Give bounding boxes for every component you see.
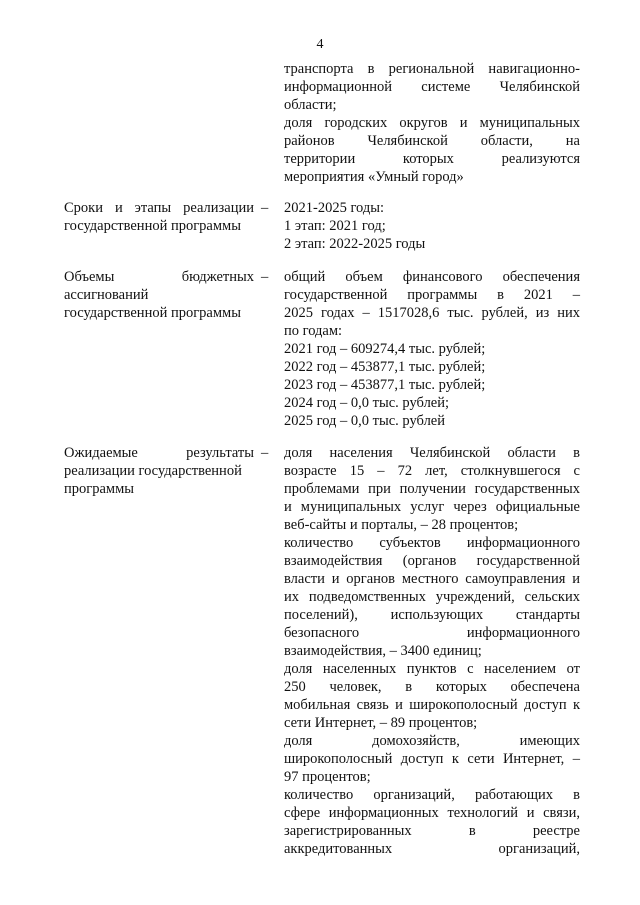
text-line: территории которых реализуются — [284, 151, 580, 167]
text-line: общий объем финансового обеспечения — [284, 269, 580, 285]
text-line: широкополосный доступ к сети Интернет, – — [284, 751, 580, 767]
separator-dash: – — [261, 200, 269, 216]
section-content — [284, 199, 580, 253]
text-line: доля домохозяйств, имеющих — [284, 733, 580, 749]
label-line: программы — [64, 481, 134, 497]
label-line: государственной программы — [64, 305, 241, 321]
text-line: взаимодействия, – 3400 единиц; — [284, 643, 482, 659]
label-line: государственной программы — [64, 218, 241, 234]
continuation-content — [284, 60, 580, 186]
text-line: безопасного информационного — [284, 625, 580, 641]
label-line: Объемы бюджетных — [64, 269, 254, 285]
text-line: количество организаций, работающих в — [284, 787, 580, 803]
text-line: по годам: — [284, 323, 343, 339]
text-line: веб-сайты и порталы, – 28 процентов; — [284, 517, 519, 533]
text-line: мероприятия «Умный город» — [284, 169, 464, 185]
text-line: 2021 год – 609274,4 тыс. рублей; — [284, 341, 486, 357]
separator-dash: – — [261, 445, 269, 461]
text-line: области; — [284, 97, 337, 113]
text-line: зарегистрированных в реестре — [284, 823, 580, 839]
text-line: количество субъектов информационного — [284, 535, 580, 551]
text-line: 2023 год – 453877,1 тыс. рублей; — [284, 377, 486, 393]
text-line: районов Челябинской области, на — [284, 133, 580, 149]
text-line: сфере информационных технологий и связи, — [284, 805, 580, 821]
text-line: 250 человек, в которых обеспечена — [284, 679, 580, 695]
label-line: Сроки и этапы реализации — [64, 200, 254, 216]
section-label — [64, 444, 254, 498]
text-line: и муниципальных услуг через официальные — [284, 499, 580, 515]
text-line: 2024 год – 0,0 тыс. рублей; — [284, 395, 450, 411]
text-line: возрасте 15 – 72 лет, столкнувшегося с — [284, 463, 580, 479]
label-line: ассигнований — [64, 287, 149, 303]
label-line: реализации государственной — [64, 463, 242, 479]
text-line: информационной системе Челябинской — [284, 79, 580, 95]
text-line: 2025 годах – 1517028,6 тыс. рублей, из них — [284, 305, 580, 321]
text-line: взаимодействия (органов государственной — [284, 553, 580, 569]
section-label — [64, 199, 254, 235]
text-line: транспорта в региональной навигационно- — [284, 61, 580, 77]
text-line: 2 этап: 2022-2025 годы — [284, 236, 426, 252]
text-line: их подведомственных учреждений, сельских — [284, 589, 580, 605]
text-line: мобильная связь и широкополосный доступ к — [284, 697, 580, 713]
text-line: 2021-2025 годы: — [284, 200, 385, 216]
text-line: доля городских округов и муниципальных — [284, 115, 580, 131]
text-line: аккредитованных организаций, — [284, 841, 580, 857]
text-line: 2022 год – 453877,1 тыс. рублей; — [284, 359, 486, 375]
section-content — [284, 268, 580, 430]
text-line: 2025 год – 0,0 тыс. рублей — [284, 413, 446, 429]
text-line: сети Интернет, – 89 процентов; — [284, 715, 478, 731]
text-line: власти и органов местного самоуправления и — [284, 571, 580, 587]
text-line: 1 этап: 2021 год; — [284, 218, 386, 234]
page-number: 4 — [316, 37, 324, 52]
label-line: Ожидаемые результаты — [64, 445, 254, 461]
section-content — [284, 444, 580, 858]
text-line: поселений), использующих стандарты — [284, 607, 580, 623]
text-line: доля населенных пунктов с населением от — [284, 661, 580, 677]
section-label — [64, 268, 254, 322]
text-line: проблемами при получении государственных — [284, 481, 580, 497]
text-line: доля населения Челябинской области в — [284, 445, 580, 461]
text-line: государственной программы в 2021 – — [284, 287, 580, 303]
text-line: 97 процентов; — [284, 769, 371, 785]
separator-dash: – — [261, 269, 269, 285]
